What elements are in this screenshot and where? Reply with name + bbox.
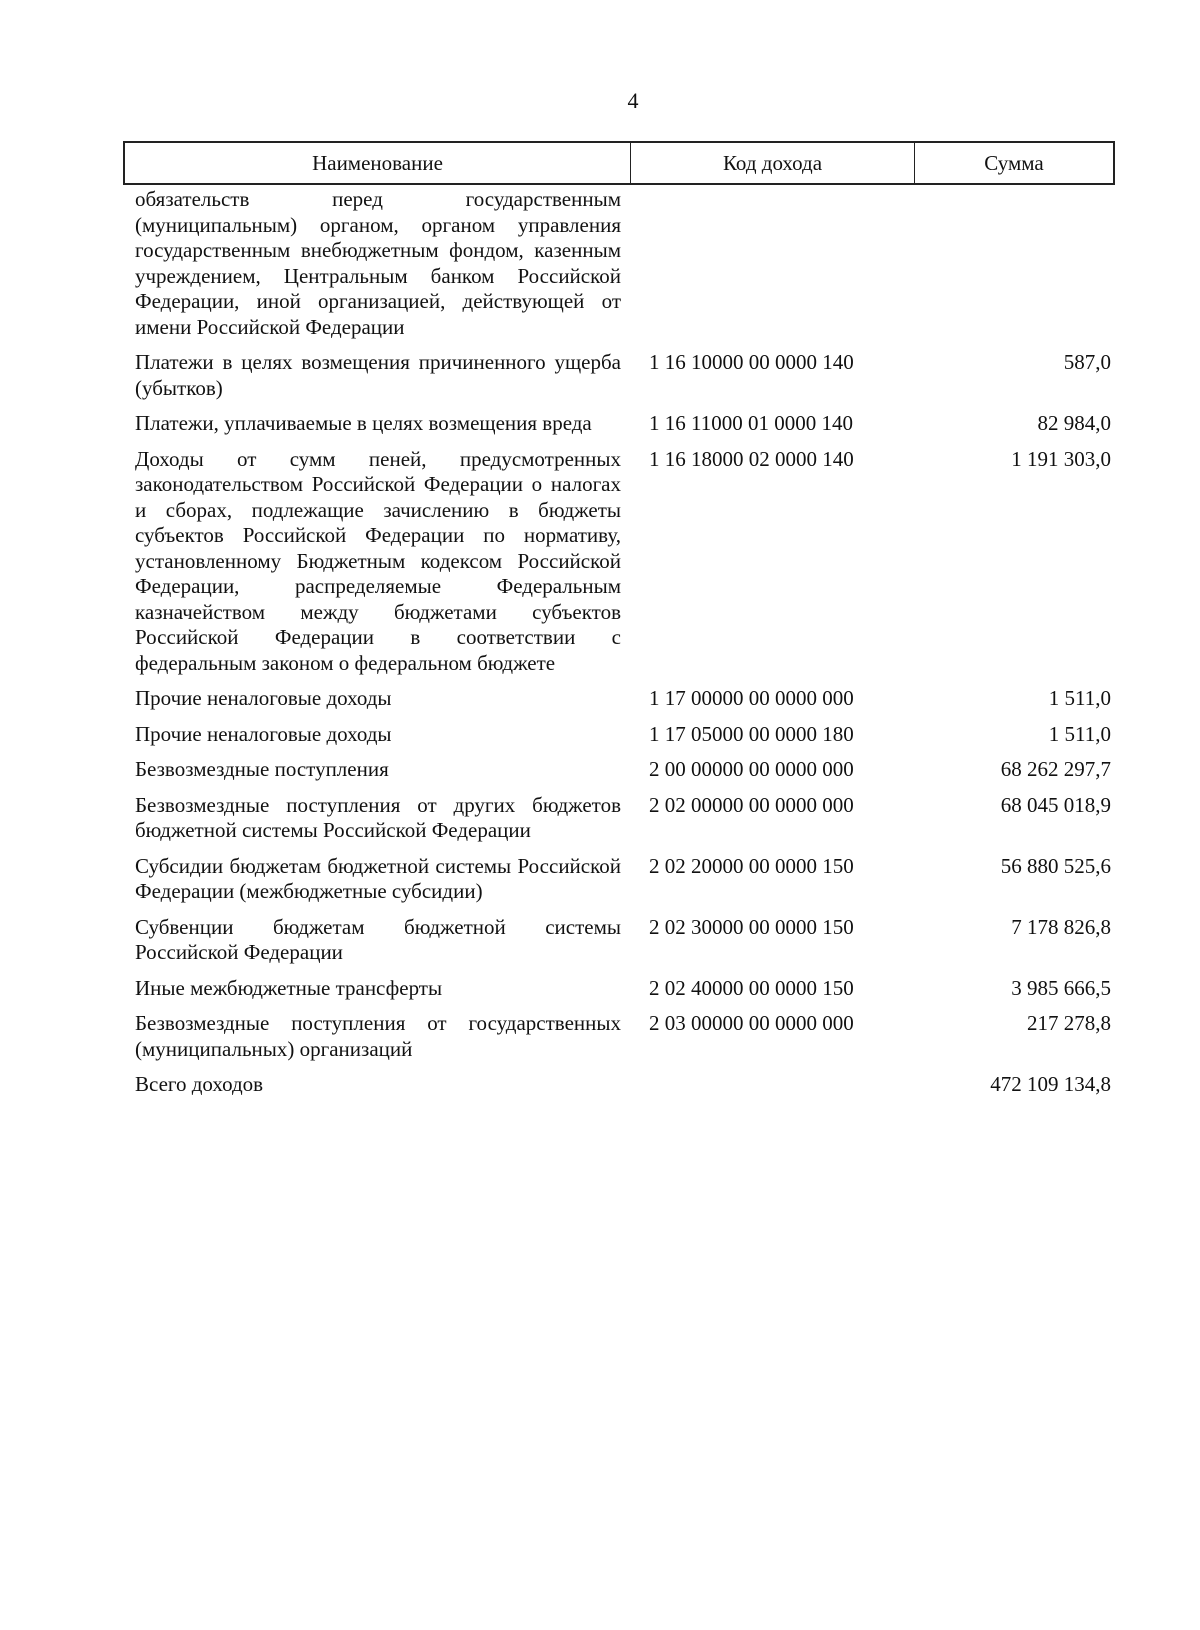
row-sum: 1 191 303,0 [1011,446,1111,471]
table-row [135,722,1115,748]
row-name: Иные межбюджетные трансферты [135,975,443,1000]
page-number: 4 [627,88,639,113]
table-body [135,185,1115,1108]
row-code: 2 00 00000 00 0000 000 [649,757,854,781]
row-sum: 587,0 [1063,350,1111,374]
table-row [135,350,1115,401]
row-name: обязательств перед государственным (муниципальным) органом, органом управления государственным внебюджетным фондом, казенным учреждением, Центральным банком Российской Федерации, иной организацией, действующей от имени Российской Федерации [135,187,621,339]
row-sum: 3 985 666,5 [1011,975,1111,1000]
row-sum [901,187,1115,340]
row-sum: 68 045 018,9 [1000,792,1111,817]
row-name: Субвенции бюджетам бюджетной системы Российской Федерации [135,914,621,964]
row-code: 2 03 00000 00 0000 000 [649,1011,854,1035]
header-sum: Сумма [984,150,1044,175]
row-sum: 82 984,0 [1037,411,1111,435]
header-code: Код дохода [631,143,915,183]
header-name: Наименование [125,143,631,183]
table-row [135,1011,1115,1062]
row-name: Безвозмездные поступления от других бюджетов бюджетной системы Российской Федерации [135,792,621,842]
row-sum: 56 880 525,6 [1000,853,1111,878]
row-name: Безвозмездные поступления от государственных (муниципальных) организаций [135,1011,621,1061]
table-row [135,447,1115,677]
row-sum: 1 511,0 [1048,721,1111,746]
row-code: 1 17 00000 00 0000 000 [649,686,854,710]
row-code: 2 02 30000 00 0000 150 [649,914,854,939]
table-row [135,793,1115,844]
table-row [135,686,1115,712]
row-code: 2 02 40000 00 0000 150 [649,975,854,1000]
row-code: 1 16 11000 01 0000 140 [649,411,853,435]
row-code: 1 16 10000 00 0000 140 [649,350,854,374]
table-row [135,757,1115,783]
table-row [135,915,1115,966]
row-code [621,1072,901,1098]
row-name: Всего доходов [135,1072,264,1096]
table-row [135,187,1115,340]
row-code: 2 02 20000 00 0000 150 [649,853,854,878]
table-row [135,976,1115,1002]
row-code: 1 16 18000 02 0000 140 [649,446,854,471]
row-code: 2 02 00000 00 0000 000 [649,792,854,817]
row-code [621,187,901,340]
row-sum: 1 511,0 [1048,686,1111,710]
table-row-total [135,1072,1115,1098]
table-row [135,854,1115,905]
row-name: Платежи, уплачиваемые в целях возмещения вреда [135,411,592,435]
row-sum: 472 109 134,8 [990,1072,1111,1096]
row-sum: 68 262 297,7 [1000,757,1111,781]
row-name: Прочие неналоговые доходы [135,686,392,710]
row-name: Доходы от сумм пеней, предусмотренных законодательством Российской Федерации о налогах и сборах, подлежащие зачислению в бюджеты субъектов Российской Федерации по нормативу, установленному Бюджетным кодексом Российской Федерации, распределяемые Федеральным казначейством между бюджетами субъектов Российской Федерации в соответствии с федеральным законом о федеральном бюджете [135,446,621,675]
row-name: Платежи в целях возмещения причиненного ущерба (убытков) [135,350,621,400]
row-code: 1 17 05000 00 0000 180 [649,721,854,746]
row-sum: 7 178 826,8 [1011,914,1111,939]
row-name: Прочие неналоговые доходы [135,721,392,746]
table-header [123,141,1115,185]
row-sum: 217 278,8 [1027,1011,1111,1035]
row-name: Безвозмездные поступления [135,757,389,781]
table-row [135,411,1115,437]
row-name: Субсидии бюджетам бюджетной системы Российской Федерации (межбюджетные субсидии) [135,853,621,903]
